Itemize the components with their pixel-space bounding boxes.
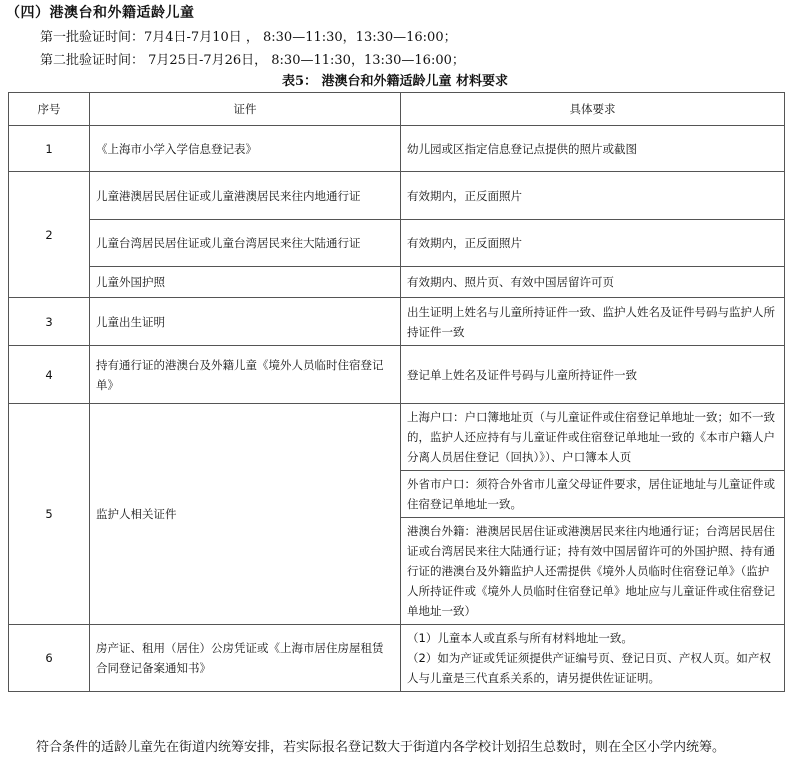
requirement-cell: 外省市户口：须符合外省市儿童父母证件要求，居住证地址与儿童证件或住宿登记单地址一致。 [401, 471, 785, 518]
requirement-cell: 幼儿园或区指定信息登记点提供的照片或截图 [401, 126, 785, 172]
batch-2-time: 第二批验证时间： 7月25日-7月26日， 8:30—11:30，13:30—16:00； [40, 53, 465, 68]
table-row [9, 404, 785, 471]
table-header-row [9, 93, 785, 126]
table-row [9, 220, 785, 267]
table-caption: 表5： 港澳台和外籍适龄儿童 材料要求 [281, 74, 509, 89]
requirement-item: （1）儿童本人或直系与所有材料地址一致。 [407, 631, 633, 645]
requirement-cell [401, 625, 785, 692]
requirement-item: （2）如为产证或凭证须提供产证编号页、登记日页、产权人页。如产权人与儿童是三代直系关系的，请另提供佐证证明。 [407, 651, 771, 685]
requirement-cell: 港澳台外籍：港澳居民居住证或港澳居民来往内地通行证；台湾居民居住证或台湾居民来往大陆通行证；持有效中国居留许可的外国护照、持有通行证的港澳台及外籍监护人还需提供《境外人员临时住宿登记单》（监护人所持证件或《境外人员临时住宿登记单》地址应与儿童证件或住宿登记单地址一致） [401, 518, 785, 625]
certificate-cell: 《上海市小学入学信息登记表》 [90, 126, 401, 172]
header-cert: 证件 [90, 93, 401, 126]
header-num: 序号 [9, 93, 90, 126]
certificate-cell: 儿童台湾居民居住证或儿童台湾居民来往大陆通行证 [90, 220, 401, 267]
row-number: 6 [9, 625, 90, 692]
row-number: 2 [9, 172, 90, 298]
certificate-cell: 儿童外国护照 [90, 267, 401, 298]
certificate-cell: 儿童出生证明 [90, 298, 401, 346]
certificate-cell: 监护人相关证件 [90, 404, 401, 625]
requirement-cell: 有效期内，正反面照片 [401, 172, 785, 220]
row-number: 5 [9, 404, 90, 625]
batch-1-time: 第一批验证时间：7月4日-7月10日 ， 8:30—11:30，13:30—16:00； [40, 30, 457, 45]
row-number: 1 [9, 126, 90, 172]
certificate-cell: 持有通行证的港澳台及外籍儿童《境外人员临时住宿登记单》 [90, 346, 401, 404]
table-row [9, 625, 785, 692]
requirement-cell: 出生证明上姓名与儿童所持证件一致、监护人姓名及证件号码与监护人所持证件一致 [401, 298, 785, 346]
requirement-cell: 有效期内，正反面照片 [401, 220, 785, 267]
table-row [9, 172, 785, 220]
footer-note: 符合条件的适龄儿童先在街道内统筹安排，若实际报名登记数大于街道内各学校计划招生总数时，则在全区小学内统筹。 [36, 740, 726, 755]
requirement-cell: 有效期内、照片页、有效中国居留许可页 [401, 267, 785, 298]
header-req: 具体要求 [401, 93, 785, 126]
table-row [9, 267, 785, 298]
table-row [9, 126, 785, 172]
table-row [9, 346, 785, 404]
certificate-cell: 儿童港澳居民居住证或儿童港澳居民来往内地通行证 [90, 172, 401, 220]
section-title: （四）港澳台和外籍适龄儿童 [6, 5, 195, 21]
requirement-cell: 上海户口：户口簿地址页（与儿童证件或住宿登记单地址一致；如不一致的，监护人还应持有与儿童证件或住宿登记单地址一致的《本市户籍人户分离人员居住登记（回执）》）、户口簿本人页 [401, 404, 785, 471]
requirement-cell: 登记单上姓名及证件号码与儿童所持证件一致 [401, 346, 785, 404]
table-row [9, 298, 785, 346]
materials-table [8, 92, 785, 692]
row-number: 4 [9, 346, 90, 404]
row-number: 3 [9, 298, 90, 346]
certificate-cell: 房产证、租用（居住）公房凭证或《上海市居住房屋租赁合同登记备案通知书》 [90, 625, 401, 692]
